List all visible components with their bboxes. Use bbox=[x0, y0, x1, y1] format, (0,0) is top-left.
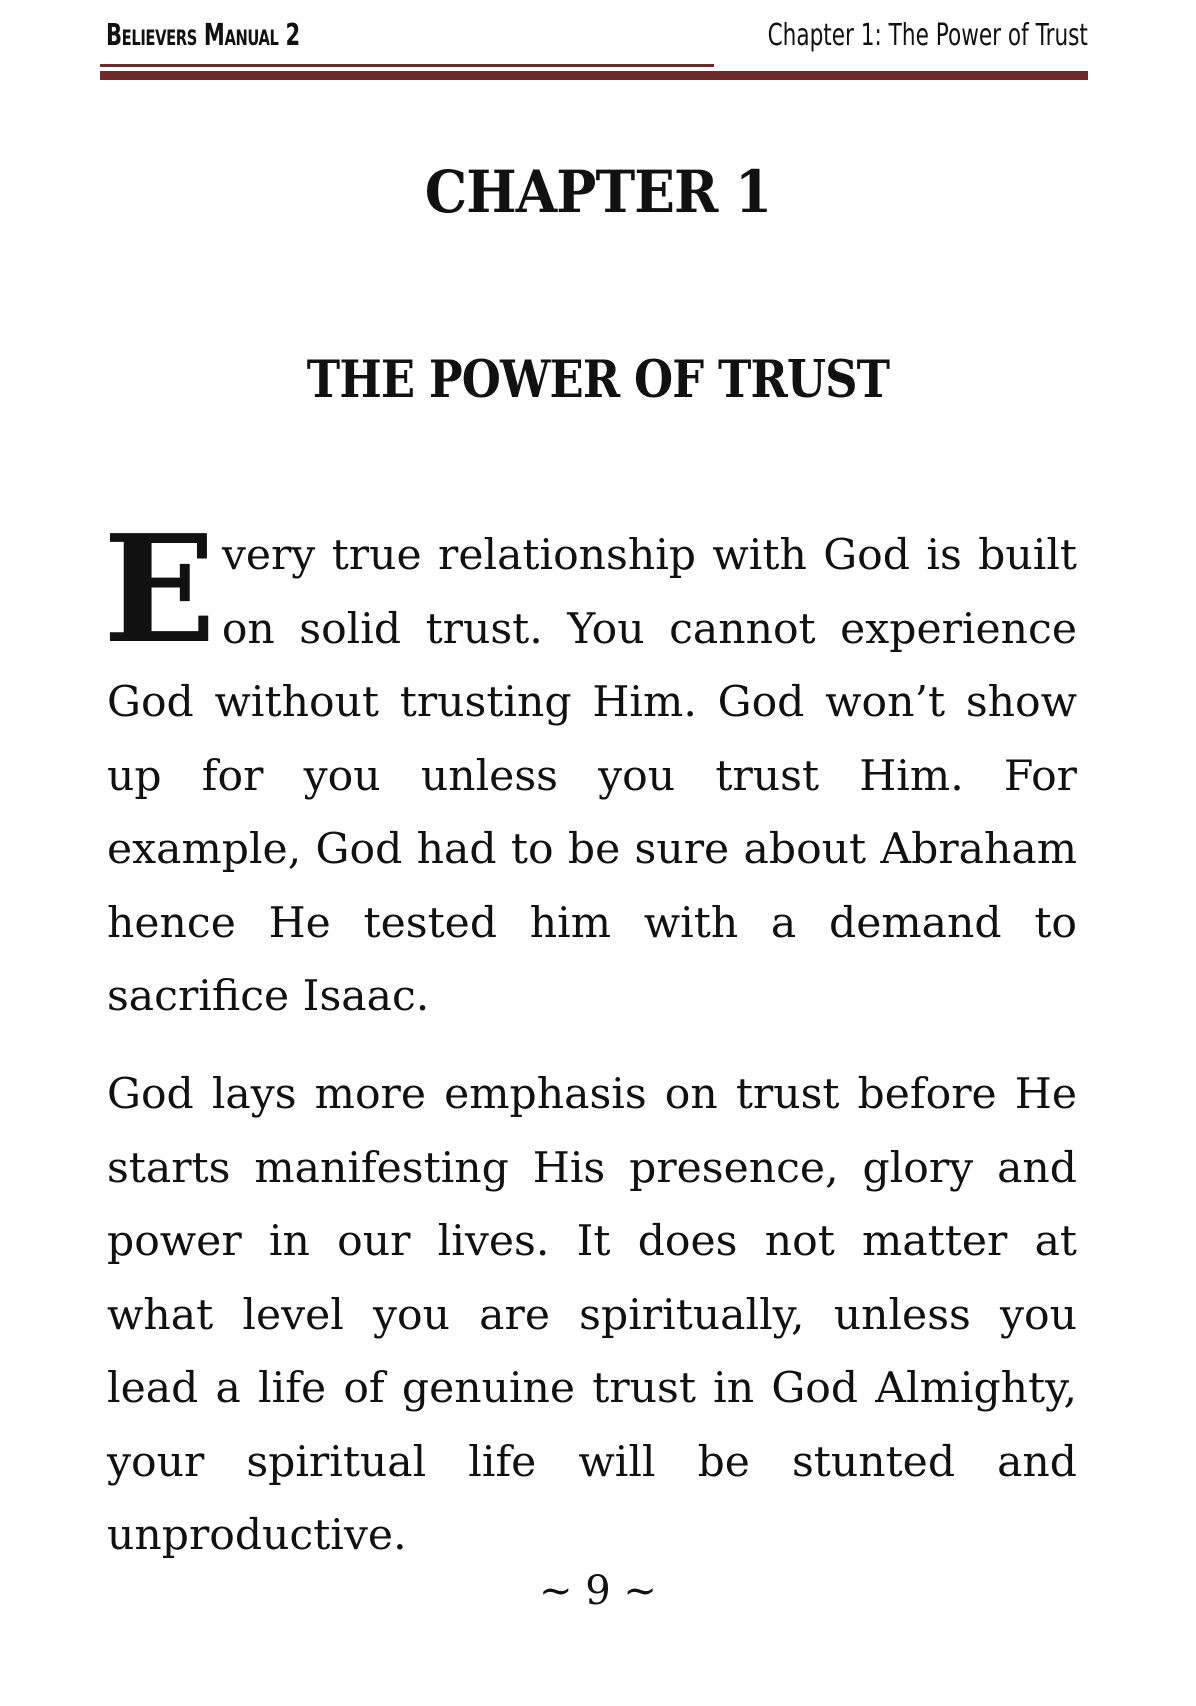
body-paragraph-1 bbox=[103, 502, 1077, 1034]
header-rule-thin bbox=[100, 64, 714, 67]
header-rule-thick bbox=[100, 71, 1088, 80]
body-paragraph-2 bbox=[107, 1058, 1077, 1573]
chapter-number: CHAPTER 1 bbox=[424, 158, 772, 226]
paragraph-1-text: very true relationship with God is built on solid trust. You cannot experience God without trusting Him. God won’t show up for you unless you trust Him. For example, God had to be sure about Abraham hence He tested him with a demand to sacrifice Isaac. bbox=[107, 531, 1077, 1021]
running-header bbox=[100, 14, 1088, 60]
paragraph-2-text: God lays more emphasis on trust before He starts manifesting His presence, glory and power in our lives. It does not matter at what level you are spiritually, unless you lead a life of genuine trust in God Almighty, your spiritual life will be stunted and unproductive. bbox=[107, 1070, 1077, 1560]
book-title bbox=[106, 18, 300, 53]
chapter-title: THE POWER OF TRUST bbox=[306, 350, 890, 410]
page-number: ~ 9 ~ bbox=[539, 1568, 657, 1614]
drop-cap: E bbox=[103, 502, 216, 676]
chapter-reference: Chapter 1: The Power of Trust bbox=[767, 18, 1088, 53]
book-title-text: Believers Manual 2 bbox=[106, 18, 300, 53]
